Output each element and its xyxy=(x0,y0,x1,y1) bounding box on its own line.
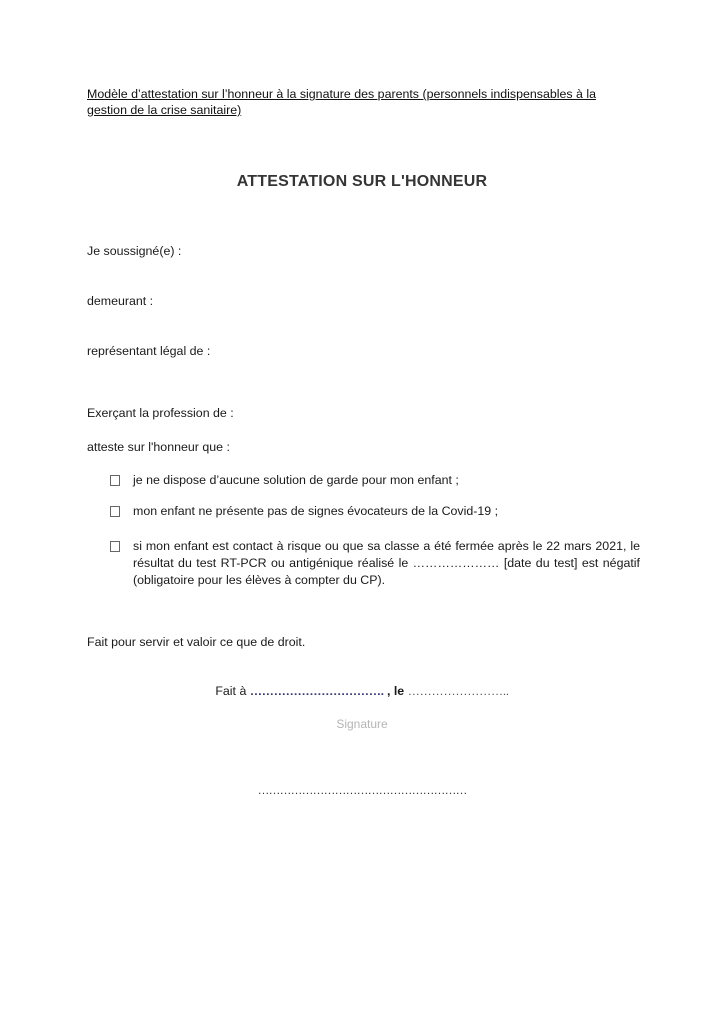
field-representant-legal: représentant légal de : xyxy=(87,344,211,358)
field-profession: Exerçant la profession de : xyxy=(87,406,234,420)
check-item-test xyxy=(110,538,640,589)
signature-line: ………………………………………………… xyxy=(257,783,467,797)
field-atteste: atteste sur l'honneur que : xyxy=(87,440,230,454)
checkbox-icon[interactable] xyxy=(110,541,120,552)
date-blank: …………………….. xyxy=(407,684,509,698)
place-blank: ……………………………. xyxy=(249,684,384,698)
checkbox-icon[interactable] xyxy=(110,506,120,517)
check-item-symptomes xyxy=(110,503,640,520)
field-soussigne: Je soussigné(e) : xyxy=(87,244,182,258)
closing-statement: Fait pour servir et valoir ce que de droit. xyxy=(87,635,306,649)
document-title: ATTESTATION SUR L'HONNEUR xyxy=(236,173,488,190)
checkbox-icon[interactable] xyxy=(110,475,120,486)
check-item-text: si mon enfant est contact à risque ou que sa classe a été fermée après le 22 mars 2021, le résultat du test RT-PCR ou antigénique réalisé le ………………… [date du test] est négatif (obligatoire pour les élèves à compter du CP). xyxy=(133,539,640,587)
signature-label: Signature xyxy=(336,717,388,731)
check-item-text: je ne dispose d’aucune solution de garde pour mon enfant ; xyxy=(133,473,459,487)
le-label: , le xyxy=(383,684,408,698)
check-item-text: mon enfant ne présente pas de signes évocateurs de la Covid-19 ; xyxy=(133,504,499,518)
field-demeurant: demeurant : xyxy=(87,294,154,308)
place-date-line xyxy=(0,684,724,698)
fait-a-label: Fait à xyxy=(215,684,250,698)
header-note: Modèle d’attestation sur l’honneur à la signature des parents (personnels indispensables à la gestion de la crise sanitaire) xyxy=(87,87,597,117)
check-item-garde xyxy=(110,472,640,489)
